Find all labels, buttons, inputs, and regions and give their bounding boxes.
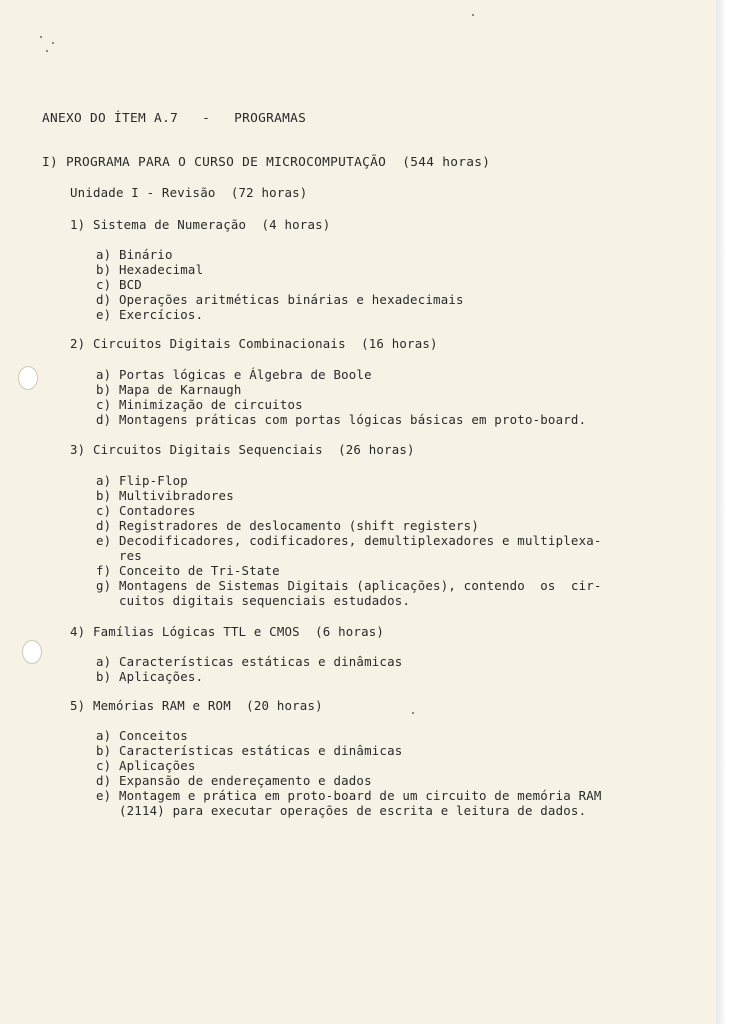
list-item: b) Características estáticas e dinâmicas [96,743,403,758]
list-item: c) Minimização de circuitos [96,397,303,412]
list-item: c) Aplicações [96,758,196,773]
section-heading: 2) Circuitos Digitais Combinacionais (16 horas) [70,336,438,351]
list-item: c) Contadores [96,503,196,518]
list-item: b) Hexadecimal [96,262,204,277]
section-heading: 4) Famílias Lógicas TTL e CMOS (6 horas) [70,624,385,639]
list-item: a) Características estáticas e dinâmicas [96,654,403,669]
list-item: d) Expansão de endereçamento e dados [96,773,372,788]
list-item: f) Conceito de Tri-State [96,563,280,578]
list-item: c) BCD [96,277,142,292]
list-item: b) Aplicações. [96,669,204,684]
list-item: cuitos digitais sequenciais estudados. [96,593,411,608]
list-item: d) Montagens práticas com portas lógicas básicas em proto-board. [96,412,587,427]
binder-hole-bottom [22,640,42,664]
list-item: g) Montagens de Sistemas Digitais (aplicações), contendo os cir- [96,578,602,593]
list-item: res [96,548,142,563]
list-item: a) Flip-Flop [96,473,188,488]
list-item: e) Decodificadores, codificadores, demultiplexadores e multiplexa- [96,533,602,548]
paper-speck [46,50,48,52]
list-item: a) Portas lógicas e Álgebra de Boole [96,367,372,382]
list-item: e) Montagem e prática em proto-board de um circuito de memória RAM [96,788,602,803]
list-item: a) Conceitos [96,728,188,743]
paper-speck [52,42,54,44]
list-item: d) Registradores de deslocamento (shift registers) [96,518,479,533]
program-title: I) PROGRAMA PARA O CURSO DE MICROCOMPUTAÇÃO (544 horas) [42,155,491,170]
list-item: d) Operações aritméticas binárias e hexadecimais [96,292,464,307]
list-item: b) Mapa de Karnaugh [96,382,242,397]
scan-background-edge [716,0,744,1024]
list-item: b) Multivibradores [96,488,234,503]
annex-title: ANEXO DO ÍTEM A.7 - PROGRAMAS [42,111,307,126]
list-item: e) Exercícios. [96,307,204,322]
list-item: a) Binário [96,247,173,262]
paper-speck [472,14,474,16]
binder-hole-top [18,366,38,390]
list-item: (2114) para executar operações de escrita e leitura de dados. [96,803,587,818]
section-heading: 5) Memórias RAM e ROM (20 horas) [70,698,323,713]
paper-speck [412,712,414,714]
section-heading: 3) Circuitos Digitais Sequenciais (26 horas) [70,442,415,457]
section-heading: 1) Sistema de Numeração (4 horas) [70,217,331,232]
unit-title: Unidade I - Revisão (72 horas) [70,185,308,200]
paper-speck [40,36,42,38]
